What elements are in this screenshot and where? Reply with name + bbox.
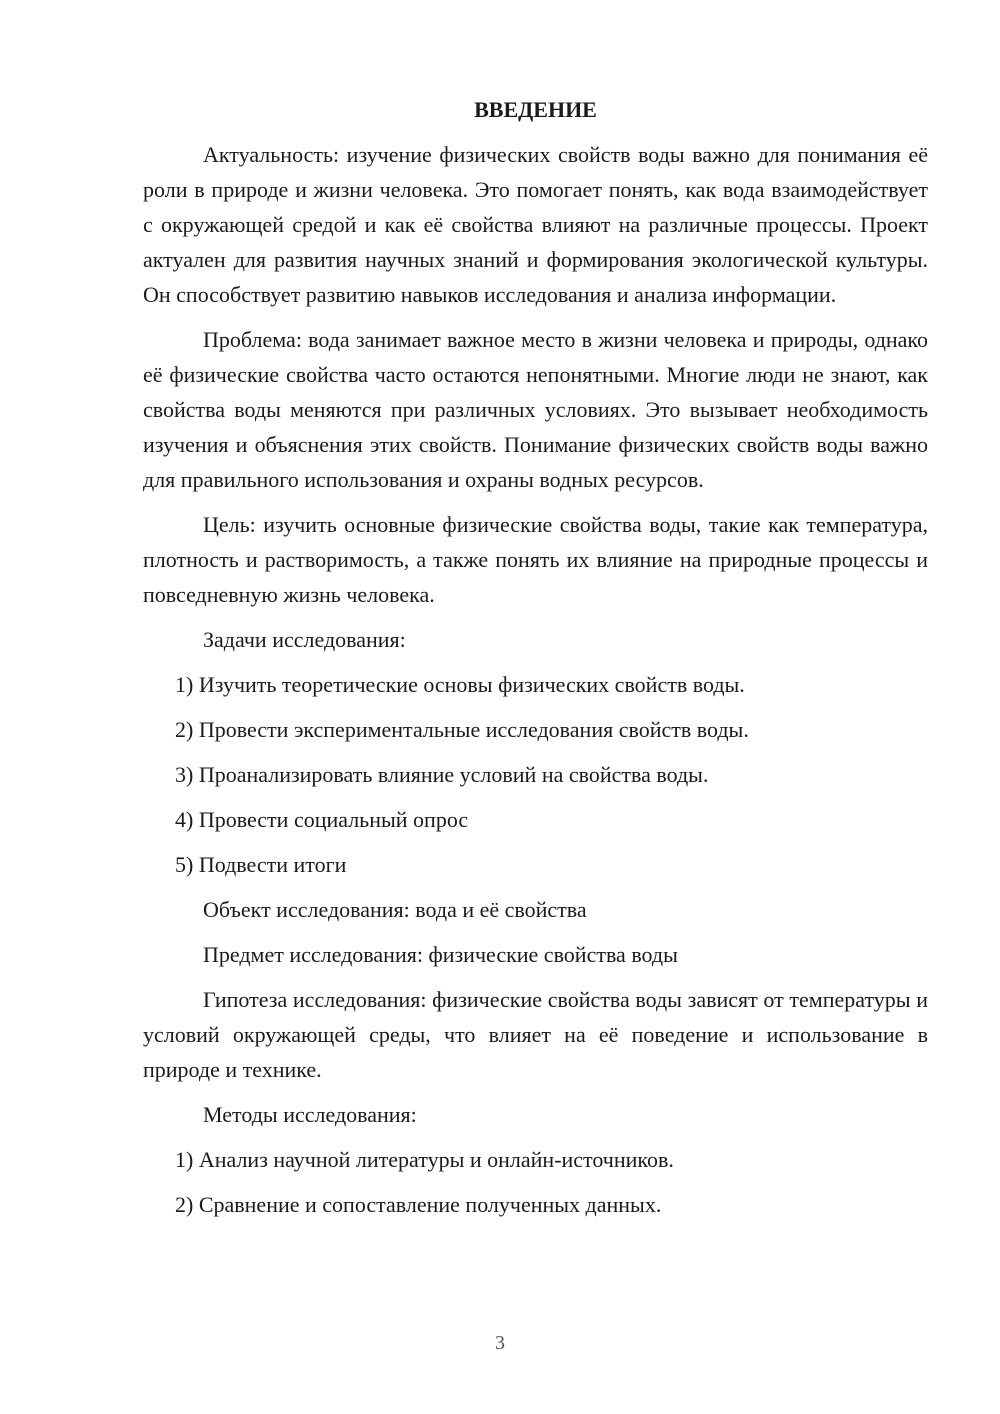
task-item: 3) Проанализировать влияние условий на свойства воды.	[175, 762, 709, 787]
task-item: 2) Провести экспериментальные исследования свойств воды.	[175, 717, 749, 742]
problem-paragraph: Проблема: вода занимает важное место в жизни человека и природы, однако её физические свойства часто остаются непонятными. Многие люди не знают, как свойства воды меняются при различных условиях. Это вызывает необходимость изучения и объяснения этих свойств. Понимание физических свойств воды важно для правильного использования и охраны водных ресурсов.	[143, 327, 928, 492]
hypothesis-paragraph: Гипотеза исследования: физические свойства воды зависят от температуры и условий окружающей среды, что влияет на её поведение и использование в природе и технике.	[143, 987, 928, 1082]
task-item: 1) Изучить теоретические основы физических свойств воды.	[175, 672, 745, 697]
method-item: 2) Сравнение и сопоставление полученных данных.	[175, 1192, 662, 1217]
relevance-paragraph: Актуальность: изучение физических свойств воды важно для понимания её роли в природе и жизни человека. Это помогает понять, как вода взаимодействует с окружающей средой и как её свойства влияют на различные процессы. Проект актуален для развития научных знаний и формирования экологической культуры. Он способствует развитию навыков исследования и анализа информации.	[143, 142, 928, 307]
method-item: 1) Анализ научной литературы и онлайн-источников.	[175, 1147, 674, 1172]
research-subject: Предмет исследования: физические свойства воды	[203, 942, 678, 967]
section-title: ВВЕДЕНИЕ	[474, 97, 597, 122]
page-number: 3	[495, 1332, 505, 1354]
task-item: 4) Провести социальный опрос	[175, 807, 469, 832]
document-page	[143, 92, 928, 1232]
goal-paragraph: Цель: изучить основные физические свойства воды, такие как температура, плотность и растворимость, а также понять их влияние на природные процессы и повседневную жизнь человека.	[143, 512, 928, 607]
methods-heading: Методы исследования:	[203, 1102, 417, 1127]
task-item: 5) Подвести итоги	[175, 852, 347, 877]
research-object: Объект исследования: вода и её свойства	[203, 897, 587, 922]
tasks-heading: Задачи исследования:	[203, 627, 406, 652]
